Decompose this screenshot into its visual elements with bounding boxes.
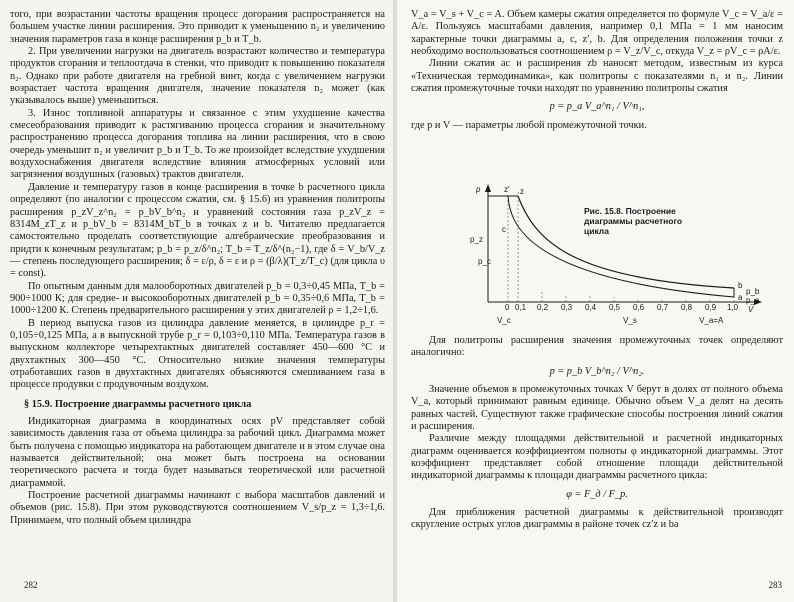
svg-text:0,9: 0,9 — [705, 303, 717, 312]
left-page — [0, 0, 393, 602]
svg-text:0,1: 0,1 — [515, 303, 527, 312]
paragraph: V_a = V_s + V_c = A. Объем камеры сжатия определяется по формуле V_c = V_a/ε = A/ε. Пользуясь масштабами давления, например 0,1 МПа = 1 мм наносим характерные точки диаграммы a, c, z′, b. Для определения положения точки z необходимо воспользоваться соотношением ρ = V_z/V_c, откуда V_z = ρV_c = ρA/ε. — [411, 9, 783, 58]
page-number: 283 — [768, 580, 782, 590]
paragraph: 2. При увеличении нагрузки на двигатель возрастают количество и температура продуктов сгорания и теплоотдача в стенки, что приводит к повышению показателя n₂. Однако при работе двигателя на гребной винт, когда с увеличением нагрузки возрастает частота вращения двигателя, значение показателя n₂ может (как указывалось выше) уменьшиться. — [10, 46, 385, 107]
pz-label: p_z — [470, 235, 483, 244]
paragraph: Различие между площадями действительной и расчетной индикаторных диаграмм оценивается коэффициентом полноты φ индикаторной диаграммы. Этот коэффициент представляет собой отношение площади действительной индикаторной диаграммы к площади диаграммы расчетного цикла: — [411, 433, 783, 482]
svg-text:0,3: 0,3 — [561, 303, 573, 312]
paragraph: Для политропы расширения значения промежуточных точек определяют аналогично: — [411, 335, 783, 359]
point-a-label: a — [738, 293, 743, 302]
paragraph: 3. Износ топливной аппаратуры и связанное с этим ухудшение качества смесеобразования приводит к растягиванию процесса сгорания и значительному распространению процесса догорания топлива на линии расширения, что в свою очередь уменьшит n₂ и увеличит p_b и T_b. То же произойдет вследствие ухудшения воздухоснабжения двигателя вследствие влияния атмосферных условий или загрязнения воздушных (газовых) трактов двигателя. — [10, 107, 385, 181]
svg-text:1,0: 1,0 — [727, 303, 739, 312]
paragraph: Линии сжатия ac и расширения zb наносят методом, известным из курса «Техническая термодинамика», как политропы с показателями n₁ и n₂. Линии сжатия промежуточные точки находят по уравнению политропы сжатия — [411, 58, 783, 95]
formula: p = p_a V_a^n₁ / V^n₁, — [549, 101, 645, 113]
point-z-label: z — [520, 187, 524, 196]
svg-text:0,7: 0,7 — [657, 303, 669, 312]
paragraph: Построение расчетной диаграммы начинают с выбора масштабов давлений и объемов (рис. 15.8). При этом руководствуются соотношением V_s/p_z = 1,3÷1,6. Принимаем, что полный объем цилиндра — [10, 490, 385, 526]
paragraph: того, при возрастании частоты вращения процесс догорания распространяется на большем участке линии расширения. Это приводит к уменьшению n₂ и увеличению значения параметров газа в конце расширения p_b и T_b. — [10, 9, 385, 45]
left-page-text — [10, 9, 385, 527]
paragraph: Значение объемов в промежуточных точках V берут в долях от полного объема V_a, который принимают равным единице. Обычно объем V_a делят на десять равных частей. Существуют также графические способы построения линий сжатия и расширения. — [411, 384, 783, 433]
point-b-label: b — [738, 281, 743, 290]
paragraph: Для приближения расчетной диаграммы к действительной производят скругление острых углов диаграммы в районе точек cz′z и ba — [411, 507, 783, 531]
svg-text:0,5: 0,5 — [609, 303, 621, 312]
right-page — [397, 0, 794, 602]
formula: p = p_b V_b^n₂ / V^n₂. — [549, 365, 645, 377]
va-label: V_a=A — [699, 316, 724, 325]
paragraph: Индикаторная диаграмма в координатных осях pV представляет собой зависимость давления газа от объема цилиндра за рабочий цикл. Диаграмма может быть получена с помощью индикатора на работающем двигателе и в этом случае она называется действительной; она может быть построена на основании теоретического расчета и тогда будет называться теоретической или расчетной диаграммой. — [10, 416, 385, 489]
vs-label: V_s — [623, 316, 637, 325]
volume-dimensions — [497, 316, 777, 325]
section-heading: § 15.9. Построение диаграммы расчетного цикла — [24, 398, 252, 410]
pa-label: p_a — [746, 296, 760, 305]
page-number: 282 — [24, 580, 38, 590]
x-axis-label: V — [748, 305, 754, 314]
right-page-text-bottom — [411, 335, 783, 532]
y-axis-label: p — [476, 185, 481, 194]
paragraph: По опытным данным для малооборотных двигателей p_b = 0,3÷0,45 МПа, T_b = 900÷1000 К; для средне- и высокооборотных двигателей p_b = 0,35÷0,6 МПа, T_b = 1000÷1200 К. Степень предварительного расширения у этих двигателей ρ = 1,2÷1,6. — [10, 280, 385, 317]
figure-caption: Рис. 15.8. Построение диаграммы расчетного цикла — [584, 206, 683, 236]
point-z-prime-label: z′ — [504, 185, 510, 194]
svg-text:0: 0 — [505, 303, 510, 312]
paragraph: Давление и температуру газов в конце расширения в точке b расчетного цикла определяют (по аналогии с процессом сжатия, см. § 15.6) из уравнения политропы расширения p_zV_z^n₂ = p_bV_b^n₂ и уравнений состояния газа p_zV_z = 8314M_zT_z и p_bV_b = 8314M_bT_b в точках z и b. Читателю предлагается самостоятельно проделать соответствующие алгебраические преобразования и придти к конечным результатам; p_b = p_z/δ^n₂; T_b = T_z/δ^(n₂−1), где δ = V_b/V_z — степень последующего расширения; δ = ε/ρ, δ = ε и ρ = (β/λ)(T_z/T_c) (для цикла υ = const). — [10, 181, 385, 280]
svg-text:0,2: 0,2 — [537, 303, 549, 312]
paragraph: В период выпуска газов из цилиндра давление меняется, в цилиндре p_r = 0,105÷0,125 МПа, а в выпускной трубе p_r = 0,103÷0,110 МПа. Температура газов в выпускном коллекторе четырехтактных двигателей составляет 450—600 °С и двухтактных 300—450 °С. Относительно низкие значения температуры отработавших газов в двухтактных двигателях объясняются смешиванием газа в процессе продувки с продувочным воздухом. — [10, 317, 385, 391]
vc-label: V_c — [497, 316, 511, 325]
svg-text:0,4: 0,4 — [585, 303, 597, 312]
pc-label: p_c — [478, 257, 491, 266]
right-page-text-top — [411, 9, 783, 132]
point-c-label: c — [502, 225, 506, 234]
tick-labels — [505, 303, 739, 312]
paragraph: где p и V — параметры любой промежуточной точки. — [411, 119, 647, 131]
svg-text:0,8: 0,8 — [681, 303, 693, 312]
pb-label: p_b — [746, 287, 760, 296]
svg-text:0,6: 0,6 — [633, 303, 645, 312]
y-axis-arrow-icon — [485, 184, 491, 192]
indicator-diagram — [466, 184, 766, 314]
formula: φ = F_д / F_р. — [566, 488, 628, 500]
